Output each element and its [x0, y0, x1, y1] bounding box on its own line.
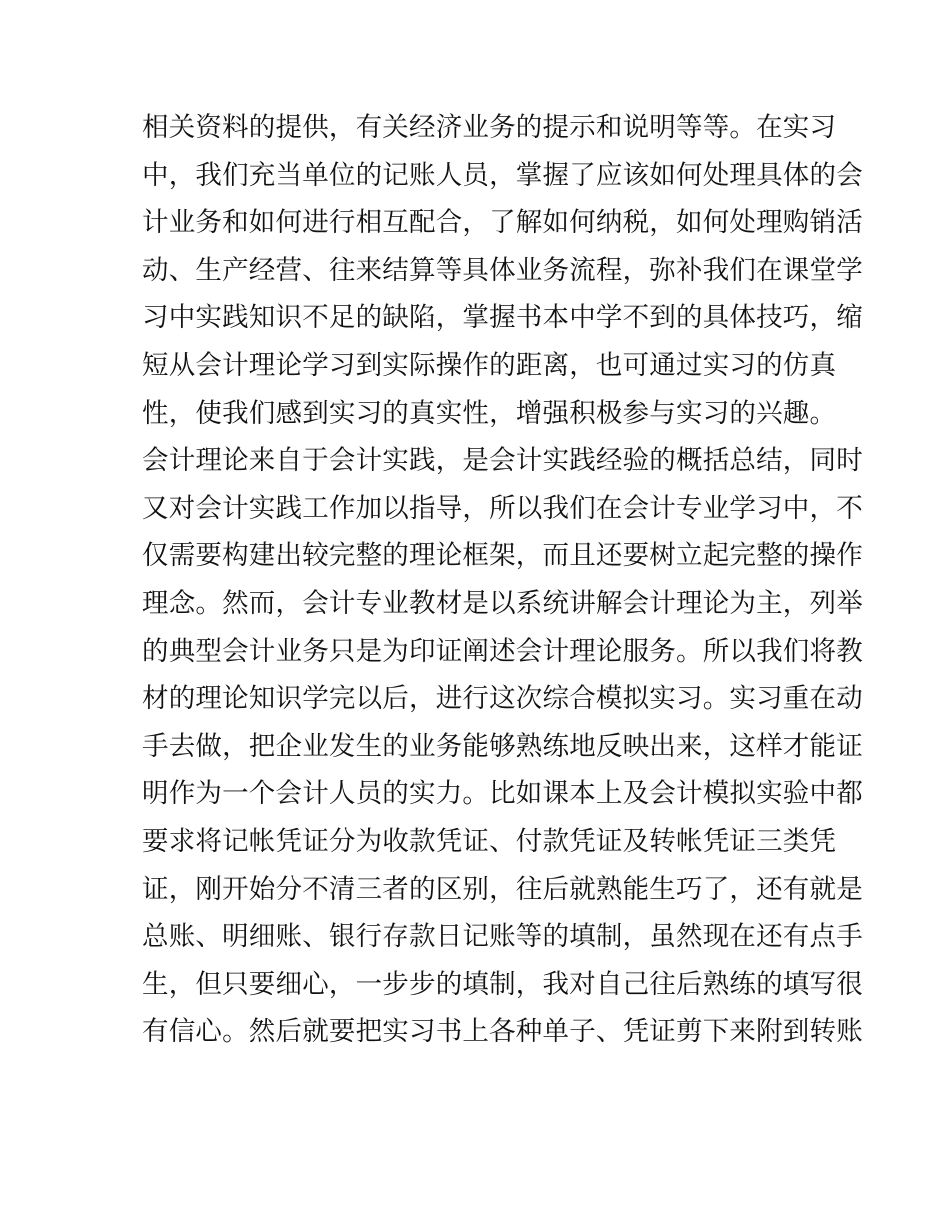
- body-text: [142, 104, 863, 1056]
- text-line: 短从会计理论学习到实际操作的距离，也可通过实习的仿真: [142, 349, 837, 381]
- text-line: 动、生产经营、往来结算等具体业务流程，弥补我们在课堂学: [142, 254, 863, 286]
- text-line: 性，使我们感到实习的真实性，增强积极参与实习的兴趣。: [142, 397, 837, 429]
- text-line: 材的理论知识学完以后，进行这次综合模拟实习。实习重在动: [142, 683, 863, 715]
- text-line: 证，刚开始分不清三者的区别，往后就熟能生巧了，还有就是: [142, 873, 863, 905]
- text-line: 又对会计实践工作加以指导，所以我们在会计专业学习中，不: [142, 492, 863, 524]
- text-line: 理念。然而，会计专业教材是以系统讲解会计理论为主，列举: [142, 587, 863, 619]
- text-line: 的典型会计业务只是为印证阐述会计理论服务。所以我们将教: [142, 635, 863, 667]
- text-line: 计业务和如何进行相互配合，了解如何纳税，如何处理购销活: [142, 207, 863, 239]
- text-line: 仅需要构建出较完整的理论框架，而且还要树立起完整的操作: [142, 540, 863, 572]
- text-line: 中，我们充当单位的记账人员，掌握了应该如何处理具体的会: [142, 159, 863, 191]
- text-line: 相关资料的提供，有关经济业务的提示和说明等等。在实习: [142, 112, 837, 143]
- text-line: 有信心。然后就要把实习书上各种单子、凭证剪下来附到转账: [142, 1016, 863, 1048]
- text-line: 生，但只要细心，一步步的填制，我对自己往后熟练的填写很: [142, 968, 863, 1000]
- text-line: 手去做，把企业发生的业务能够熟练地反映出来，这样才能证: [142, 730, 863, 762]
- text-line: 明作为一个会计人员的实力。比如课本上及会计模拟实验中都: [142, 778, 863, 810]
- text-line: 总账、明细账、银行存款日记账等的填制，虽然现在还有点手: [142, 921, 863, 953]
- text-line: 习中实践知识不足的缺陷，掌握书本中学不到的具体技巧，缩: [142, 302, 863, 334]
- text-line: 要求将记帐凭证分为收款凭证、付款凭证及转帐凭证三类凭: [142, 825, 837, 857]
- text-line: 会计理论来自于会计实践，是会计实践经验的概括总结，同时: [142, 445, 863, 477]
